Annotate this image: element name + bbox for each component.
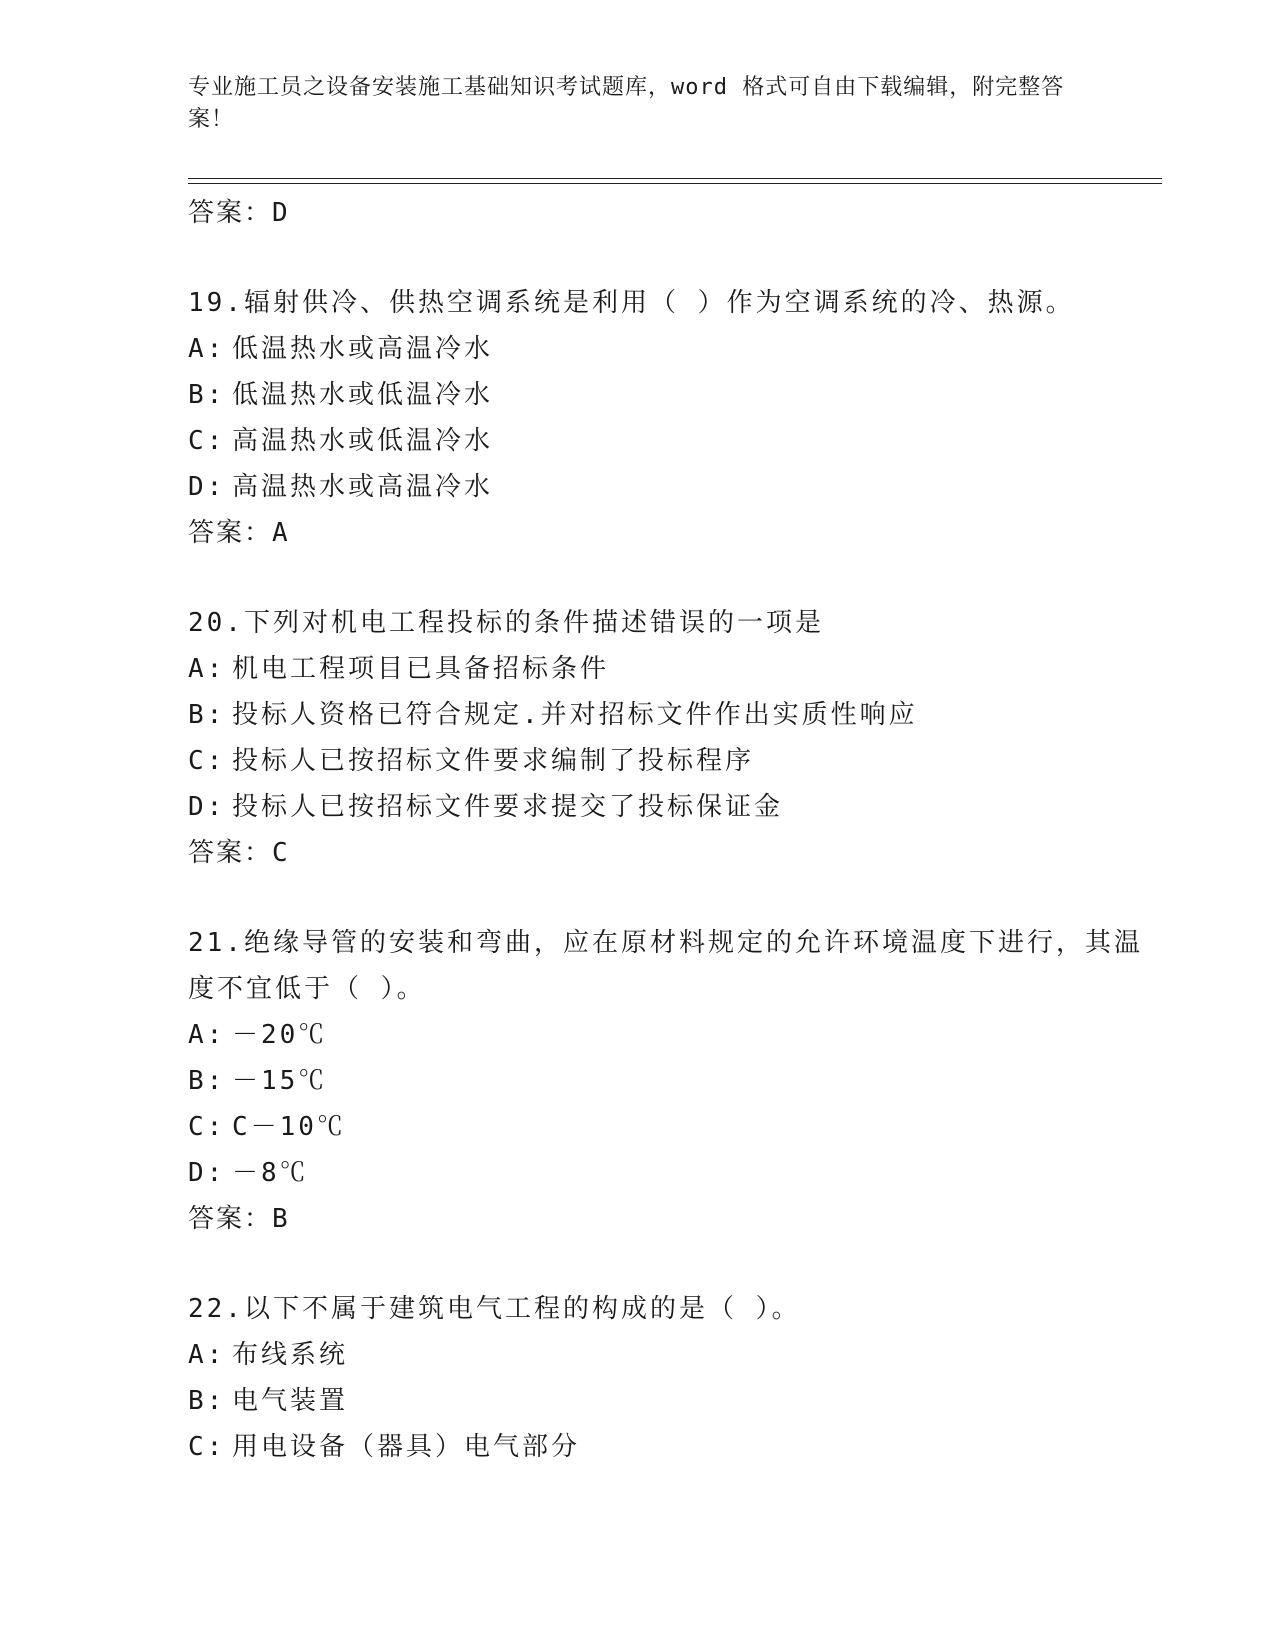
question-text: 19.辐射供冷、供热空调系统是利用（ ）作为空调系统的冷、热源。 — [188, 288, 1075, 318]
option-b — [188, 372, 1148, 418]
option-d — [188, 464, 1148, 510]
option-key: B: — [188, 1386, 226, 1416]
header-divider-bottom — [188, 183, 1162, 184]
answer-line: 答案：D — [188, 198, 290, 228]
option-key: A: — [188, 1340, 226, 1370]
answer-line: 答案：B — [188, 1204, 290, 1234]
option-a — [188, 646, 1148, 692]
option-key: D: — [188, 792, 226, 822]
option-key: B: — [188, 380, 226, 410]
option-a — [188, 326, 1148, 372]
option-key: A: — [188, 654, 226, 684]
option-c — [188, 738, 1148, 784]
option-text: 低温热水或低温冷水 — [232, 380, 494, 410]
option-text: 投标人资格已符合规定.并对招标文件作出实质性响应 — [232, 700, 918, 730]
option-a — [188, 1012, 1148, 1058]
option-key: D: — [188, 472, 226, 502]
option-text: 投标人已按招标文件要求提交了投标保证金 — [232, 792, 784, 822]
question-text: 21.绝缘导管的安装和弯曲，应在原材料规定的允许环境温度下进行，其温度不宜低于（ ）。 — [188, 928, 1143, 1004]
question-list — [188, 190, 1148, 1470]
answer-line: 答案：A — [188, 518, 290, 548]
answer-line: 答案：C — [188, 838, 290, 868]
option-text: 机电工程项目已具备招标条件 — [232, 654, 610, 684]
option-b — [188, 692, 1148, 738]
option-key: B: — [188, 700, 226, 730]
option-key: C: — [188, 1432, 226, 1462]
option-text: 高温热水或低温冷水 — [232, 426, 494, 456]
option-key: A: — [188, 334, 226, 364]
question-text: 22.以下不属于建筑电气工程的构成的是（ ）。 — [188, 1294, 801, 1324]
option-b — [188, 1378, 1148, 1424]
option-text: －15℃ — [232, 1066, 328, 1096]
option-text: 用电设备（器具）电气部分 — [232, 1432, 581, 1462]
option-text: －8℃ — [232, 1158, 309, 1188]
document-header: 专业施工员之设备安装施工基础知识考试题库，word 格式可自由下载编辑，附完整答案！ — [188, 75, 1065, 132]
option-text: 高温热水或高温冷水 — [232, 472, 494, 502]
option-c — [188, 418, 1148, 464]
option-text: C－10℃ — [232, 1112, 346, 1142]
option-text: 投标人已按招标文件要求编制了投标程序 — [232, 746, 755, 776]
option-key: C: — [188, 1112, 226, 1142]
header-divider-top — [188, 178, 1162, 179]
option-text: 布线系统 — [232, 1340, 349, 1370]
option-text: －20℃ — [232, 1020, 328, 1050]
option-d — [188, 1150, 1148, 1196]
question-20 — [188, 600, 1148, 876]
option-key: A: — [188, 1020, 226, 1050]
option-c — [188, 1104, 1148, 1150]
option-d — [188, 784, 1148, 830]
option-key: D: — [188, 1158, 226, 1188]
option-c — [188, 1424, 1148, 1470]
option-text: 电气装置 — [232, 1386, 349, 1416]
option-key: C: — [188, 746, 226, 776]
option-key: C: — [188, 426, 226, 456]
option-key: B: — [188, 1066, 226, 1096]
question-text: 20.下列对机电工程投标的条件描述错误的一项是 — [188, 608, 824, 638]
option-a — [188, 1332, 1148, 1378]
question-22 — [188, 1286, 1148, 1470]
question-21 — [188, 920, 1148, 1242]
question-19 — [188, 280, 1148, 556]
option-text: 低温热水或高温冷水 — [232, 334, 494, 364]
option-b — [188, 1058, 1148, 1104]
